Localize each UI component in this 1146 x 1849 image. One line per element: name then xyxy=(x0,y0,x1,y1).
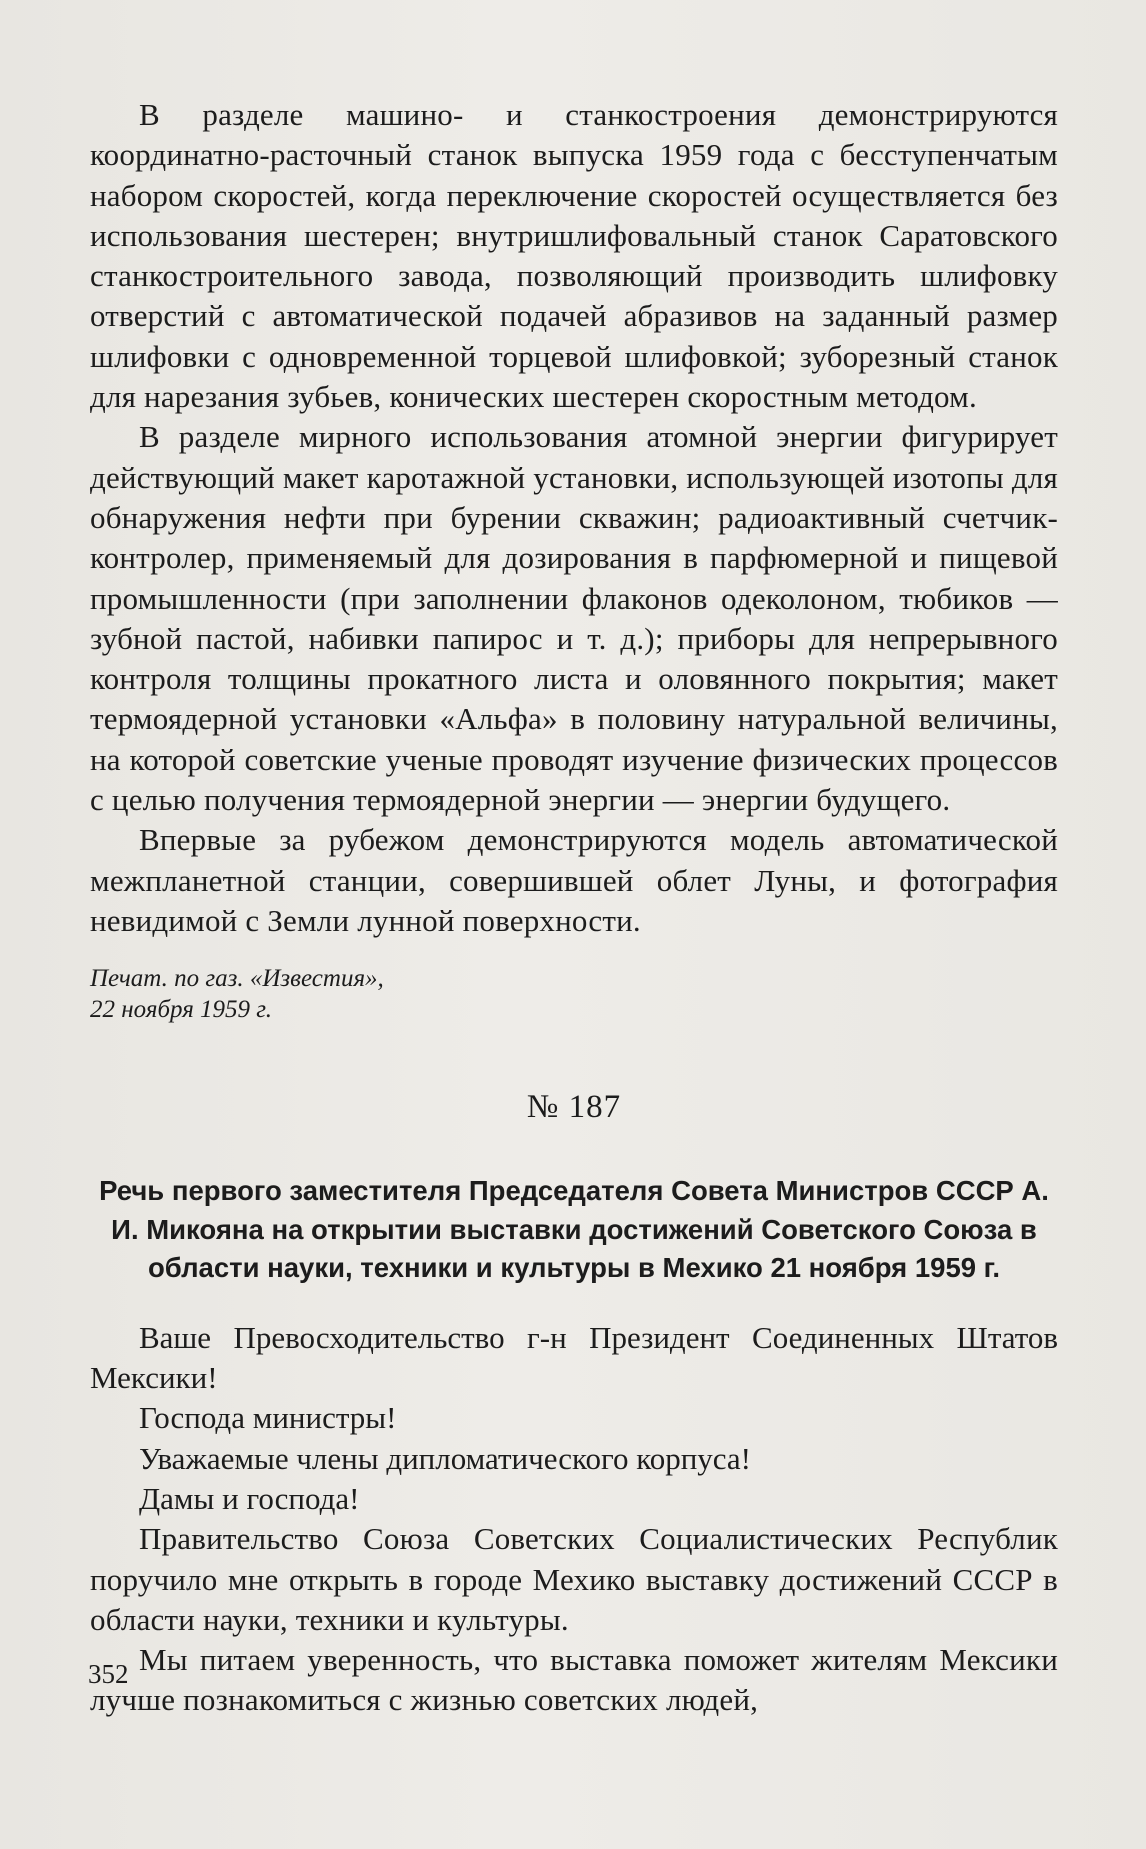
page-number: 352 xyxy=(88,1659,129,1689)
paragraph-machine-tools: В разделе машино- и станкостроения демонстрируются координатно-расточный станок выпуска 1959 года с бесступенчатым набором скоростей, когда переключение скоростей осуществляется без использования шестерен; внутришлифовальный станок Саратовского станкостроительного завода, позволяющий производить шлифовку отверстий с автоматической подачей абразивов на заданный размер шлифовки с одновременной торцевой шлифовкой; зуборезный станок для нарезания зубьев, конических шестерен скоростным методом. xyxy=(90,97,1058,415)
greeting-president: Ваше Превосходительство г-н Президент Соединенных Штатов Мексики! xyxy=(90,1319,1058,1396)
greeting-diplomats: Уважаемые члены дипломатического корпуса! xyxy=(139,1440,752,1476)
paragraph-government-mandate: Правительство Союза Советских Социалистических Республик поручило мне открыть в городе Мехико выставку достижений СССР в области науки, техники и культуры. xyxy=(90,1521,1058,1637)
speech-heading: Речь первого заместителя Председателя Совета Министров СССР А. И. Микояна на открытии выставки достижений Советского Союза в области науки, техники и культуры в Мехико 21 ноября 1959 г. xyxy=(99,1175,1049,1284)
source-line-2: 22 ноября 1959 г. xyxy=(90,996,272,1024)
greeting-ladies-gentlemen: Дамы и господа! xyxy=(139,1480,360,1516)
paragraph-atomic-energy: В разделе мирного использования атомной энергии фигурирует действующий макет каротажной установки, использующей изотопы для обнаружения нефти при бурении скважин; радиоактивный счетчик-контролер, применяемый для дозирования в парфюмерной и пищевой промышленности (при заполнении флаконов одеколоном, тюбиков — зубной пастой, набивки папирос и т. д.); приборы для непрерывного контроля толщины прокатного листа и оловянного покрытия; макет термоядерной установки «Альфа» в половину натуральной величины, на которой советские ученые проводят изучение физических процессов с целью получения термоядерной энергии — энергии будущего. xyxy=(90,419,1058,818)
greeting-ministers: Господа министры! xyxy=(139,1400,397,1436)
document-number: № 187 xyxy=(526,1089,622,1126)
paragraph-confidence: Мы питаем уверенность, что выставка поможет жителям Мексики лучше познакомиться с жизнью советских людей, xyxy=(90,1642,1058,1718)
source-line-1: Печат. по газ. «Известия», xyxy=(90,965,384,993)
paragraph-interplanetary-station: Впервые за рубежом демонстрируются модель автоматической межпланетной станции, совершившей облет Луны, и фотография невидимой с Земли лунной поверхности. xyxy=(90,822,1058,938)
source-citation xyxy=(90,963,1058,1025)
